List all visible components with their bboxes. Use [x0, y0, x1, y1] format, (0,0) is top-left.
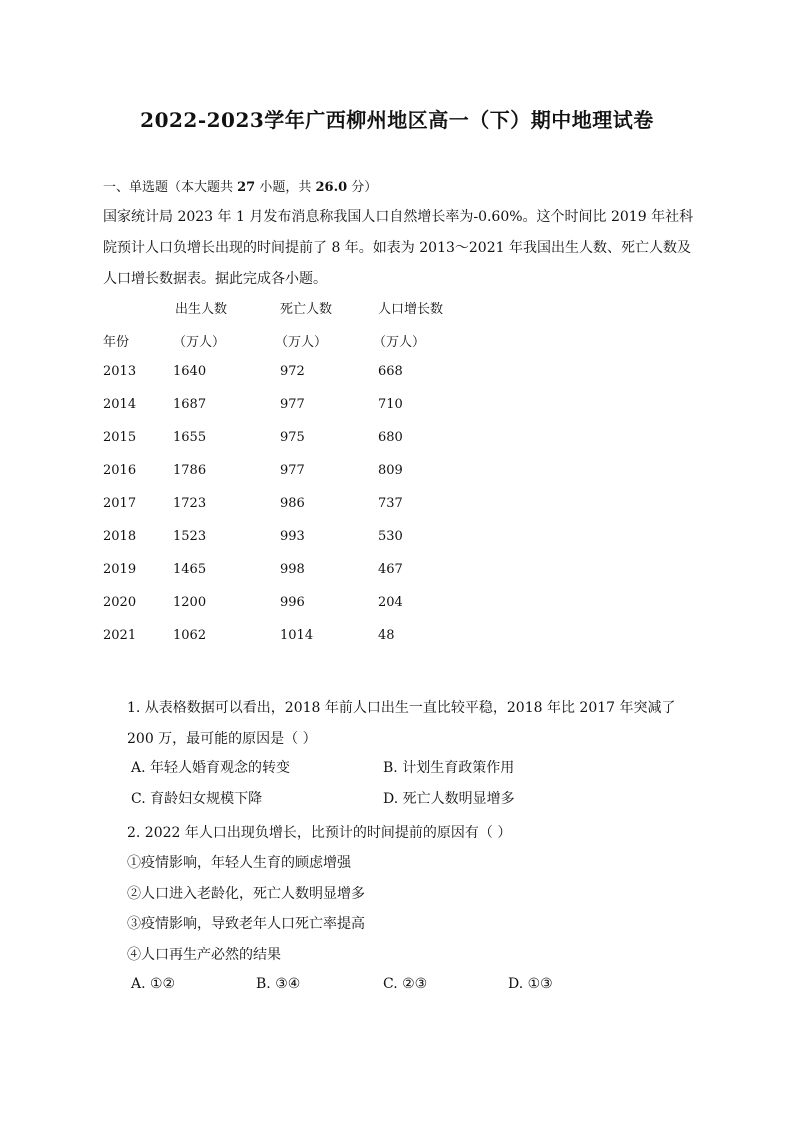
table-cell: 1655	[173, 430, 207, 445]
table-header-cell: 年份	[103, 335, 130, 350]
table-cell: 1062	[173, 628, 207, 643]
table-cell: 710	[378, 397, 403, 412]
q1-option-b: B. 计划生育政策作用	[383, 760, 515, 776]
table-cell: 986	[280, 496, 305, 511]
intro-paragraph: 国家统计局 2023 年 1 月发布消息称我国人口自然增长率为-0.60%。这个时间比 2019 年社科院预计人口负增长出现的时间提前了 8 年。如表为 2013～2021 年我国出生人数、死亡人数及人口增长数据表。据此完成各小题。	[103, 209, 694, 287]
table-cell: 977	[280, 397, 305, 412]
table-cell: 972	[280, 364, 305, 379]
page-title: 2022-2023学年广西柳州地区高一（下）期中地理试卷	[140, 108, 654, 132]
table-cell: 977	[280, 463, 305, 478]
table-cell: 2021	[103, 628, 137, 643]
table-cell: 1786	[173, 463, 207, 478]
table-cell: 2014	[103, 397, 137, 412]
q2-option-c: C. ②③	[383, 976, 428, 992]
section-prefix: 一、单选题（本大题共	[103, 180, 238, 195]
table-cell: 2015	[103, 430, 137, 445]
q1-option-a: A. 年轻人婚育观念的转变	[131, 760, 291, 776]
q2-statement: ②人口进入老龄化，死亡人数明显增多	[127, 886, 365, 902]
table-cell: 1640	[173, 364, 207, 379]
q2-option-a: A. ①②	[131, 976, 176, 992]
table-header-cell: 人口增长数	[378, 302, 444, 317]
section-suffix: 分）	[347, 180, 378, 195]
table-header-cell: （万人）	[275, 335, 328, 350]
section-mid: 小题，共	[255, 180, 316, 195]
table-cell: 1200	[173, 595, 207, 610]
table-cell: 680	[378, 430, 403, 445]
table-cell: 975	[280, 430, 305, 445]
section-count: 27	[237, 180, 256, 195]
table-cell: 1523	[173, 529, 207, 544]
table-cell: 1687	[173, 397, 207, 412]
table-cell: 1723	[173, 496, 207, 511]
table-header-cell: 出生人数	[175, 302, 228, 317]
table-cell: 2016	[103, 463, 137, 478]
q2-option-b: B. ③④	[256, 976, 301, 992]
question-2: 2. 2022 年人口出现负增长，比预计的时间提前的原因有（ ）	[127, 825, 512, 841]
question-1: 1. 从表格数据可以看出，2018 年前人口出生一直比较平稳，2018 年比 2017 年突减了 200 万，最可能的原因是（ ）	[127, 700, 676, 747]
table-cell: 1465	[173, 562, 207, 577]
table-cell: 2017	[103, 496, 137, 511]
table-cell: 530	[378, 529, 403, 544]
q1-option-d: D. 死亡人数明显增多	[383, 791, 515, 807]
q2-option-d: D. ①③	[508, 976, 553, 992]
table-cell: 998	[280, 562, 305, 577]
table-cell: 996	[280, 595, 305, 610]
table-header-cell: （万人）	[173, 335, 226, 350]
table-cell: 2019	[103, 562, 137, 577]
table-cell: 467	[378, 562, 403, 577]
section-heading	[103, 176, 377, 195]
q2-statement: ③疫情影响，导致老年人口死亡率提高	[127, 916, 365, 932]
table-header-cell: 死亡人数	[280, 302, 333, 317]
table-cell: 993	[280, 529, 305, 544]
table-cell: 1014	[280, 628, 314, 643]
q2-statement: ④人口再生产必然的结果	[127, 947, 281, 963]
table-cell: 2020	[103, 595, 137, 610]
table-cell: 48	[378, 628, 395, 643]
table-header-cell: （万人）	[373, 335, 426, 350]
section-score: 26.0	[315, 180, 348, 195]
table-cell: 2018	[103, 529, 137, 544]
table-cell: 809	[378, 463, 403, 478]
table-cell: 204	[378, 595, 403, 610]
table-cell: 2013	[103, 364, 137, 379]
q1-option-c: C. 育龄妇女规模下降	[131, 791, 263, 807]
table-cell: 737	[378, 496, 403, 511]
q2-statement: ①疫情影响，年轻人生育的顾虑增强	[127, 855, 351, 871]
table-cell: 668	[378, 364, 403, 379]
